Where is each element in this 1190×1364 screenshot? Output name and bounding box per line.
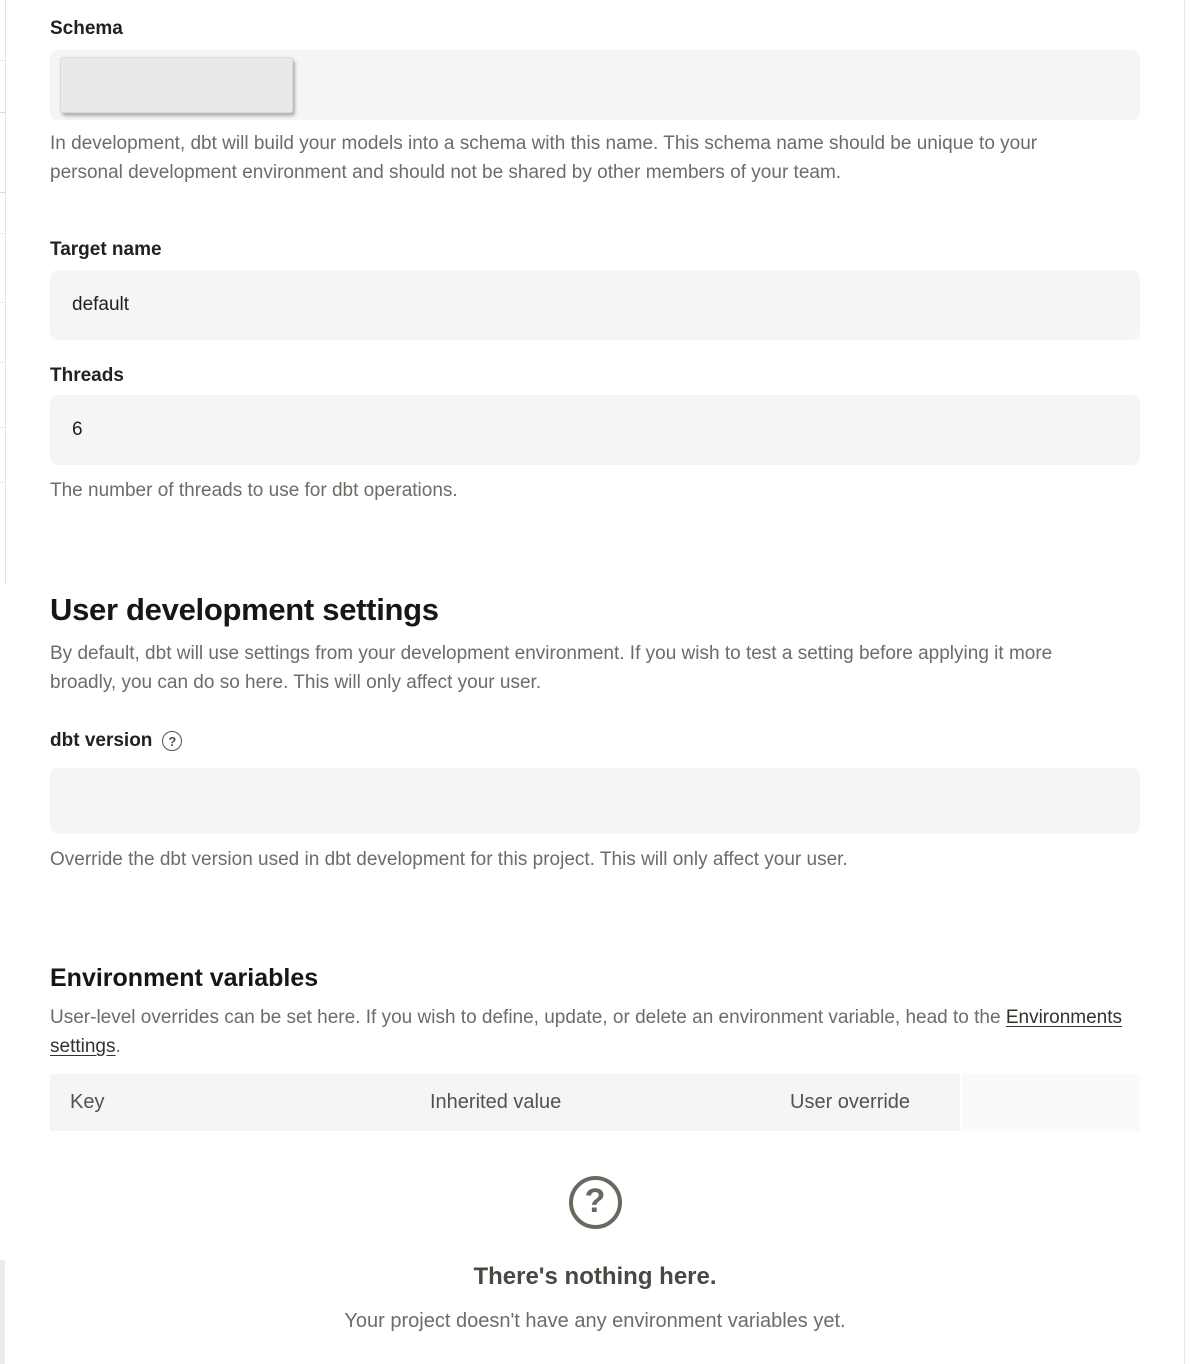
left-pane-row-divider: [0, 302, 6, 303]
left-pane-row-divider: [0, 60, 6, 61]
redacted-schema-value: [60, 57, 293, 113]
threads-label: Threads: [50, 365, 124, 386]
user-dev-settings-heading: User development settings: [50, 592, 439, 627]
left-pane-row-divider: [0, 482, 6, 483]
threads-input[interactable]: [50, 395, 1140, 465]
env-vars-table-header: [50, 1074, 1140, 1131]
left-pane-row-divider: [0, 192, 6, 193]
column-header-user-override[interactable]: User override: [770, 1074, 960, 1131]
target-name-label: Target name: [50, 239, 162, 260]
column-header-actions: [962, 1074, 1140, 1131]
right-scrollbar-track[interactable]: [1184, 0, 1185, 1364]
env-vars-description-period: .: [115, 1036, 121, 1057]
left-pane-row-divider: [0, 233, 6, 234]
column-header-inherited-value[interactable]: Inherited value: [410, 1074, 770, 1131]
schema-help-text: In development, dbt will build your models into a schema with this name. This schema name should be unique to your personal development environment and should not be shared by other members of your team.: [50, 133, 1038, 183]
dbt-version-input[interactable]: [50, 768, 1140, 834]
dbt-version-help-text: Override the dbt version used in dbt development for this project. This will only affect your user.: [50, 849, 848, 870]
schema-input[interactable]: [50, 50, 1140, 120]
target-name-input[interactable]: [50, 270, 1140, 340]
user-dev-settings-description: By default, dbt will use settings from your development environment. If you wish to test a setting before applying it more broadly, you can do so here. This will only affect your user.: [50, 643, 1053, 693]
left-pane-row-divider: [0, 427, 6, 428]
environment-variables-description: [50, 1003, 1140, 1061]
environment-variables-heading: Environment variables: [50, 964, 319, 992]
left-pane-border: [5, 0, 6, 585]
left-scrollbar-fragment[interactable]: [0, 1260, 5, 1364]
dbt-version-label: dbt version: [50, 730, 153, 751]
help-icon[interactable]: ?: [162, 731, 182, 751]
schema-label: Schema: [50, 18, 123, 39]
dbt-version-label-row: [50, 730, 182, 752]
question-circle-icon: [569, 1176, 622, 1229]
env-vars-empty-state: [50, 1176, 1140, 1333]
threads-help-text: The number of threads to use for dbt operations.: [50, 480, 458, 501]
empty-state-title: There's nothing here.: [473, 1263, 717, 1290]
environments-settings-link[interactable]: Environments settings: [50, 1007, 1123, 1057]
question-glyph: ?: [584, 1182, 606, 1220]
column-header-key[interactable]: Key: [50, 1074, 410, 1131]
left-pane-row-divider: [0, 362, 6, 363]
settings-content: [50, 0, 1140, 1364]
env-vars-description-text: User-level overrides can be set here. If you wish to define, update, or delete an environment variable, head to the: [50, 1007, 1006, 1028]
left-pane-row-divider: [0, 112, 6, 113]
empty-state-subtitle: Your project doesn't have any environment variables yet.: [344, 1310, 846, 1332]
